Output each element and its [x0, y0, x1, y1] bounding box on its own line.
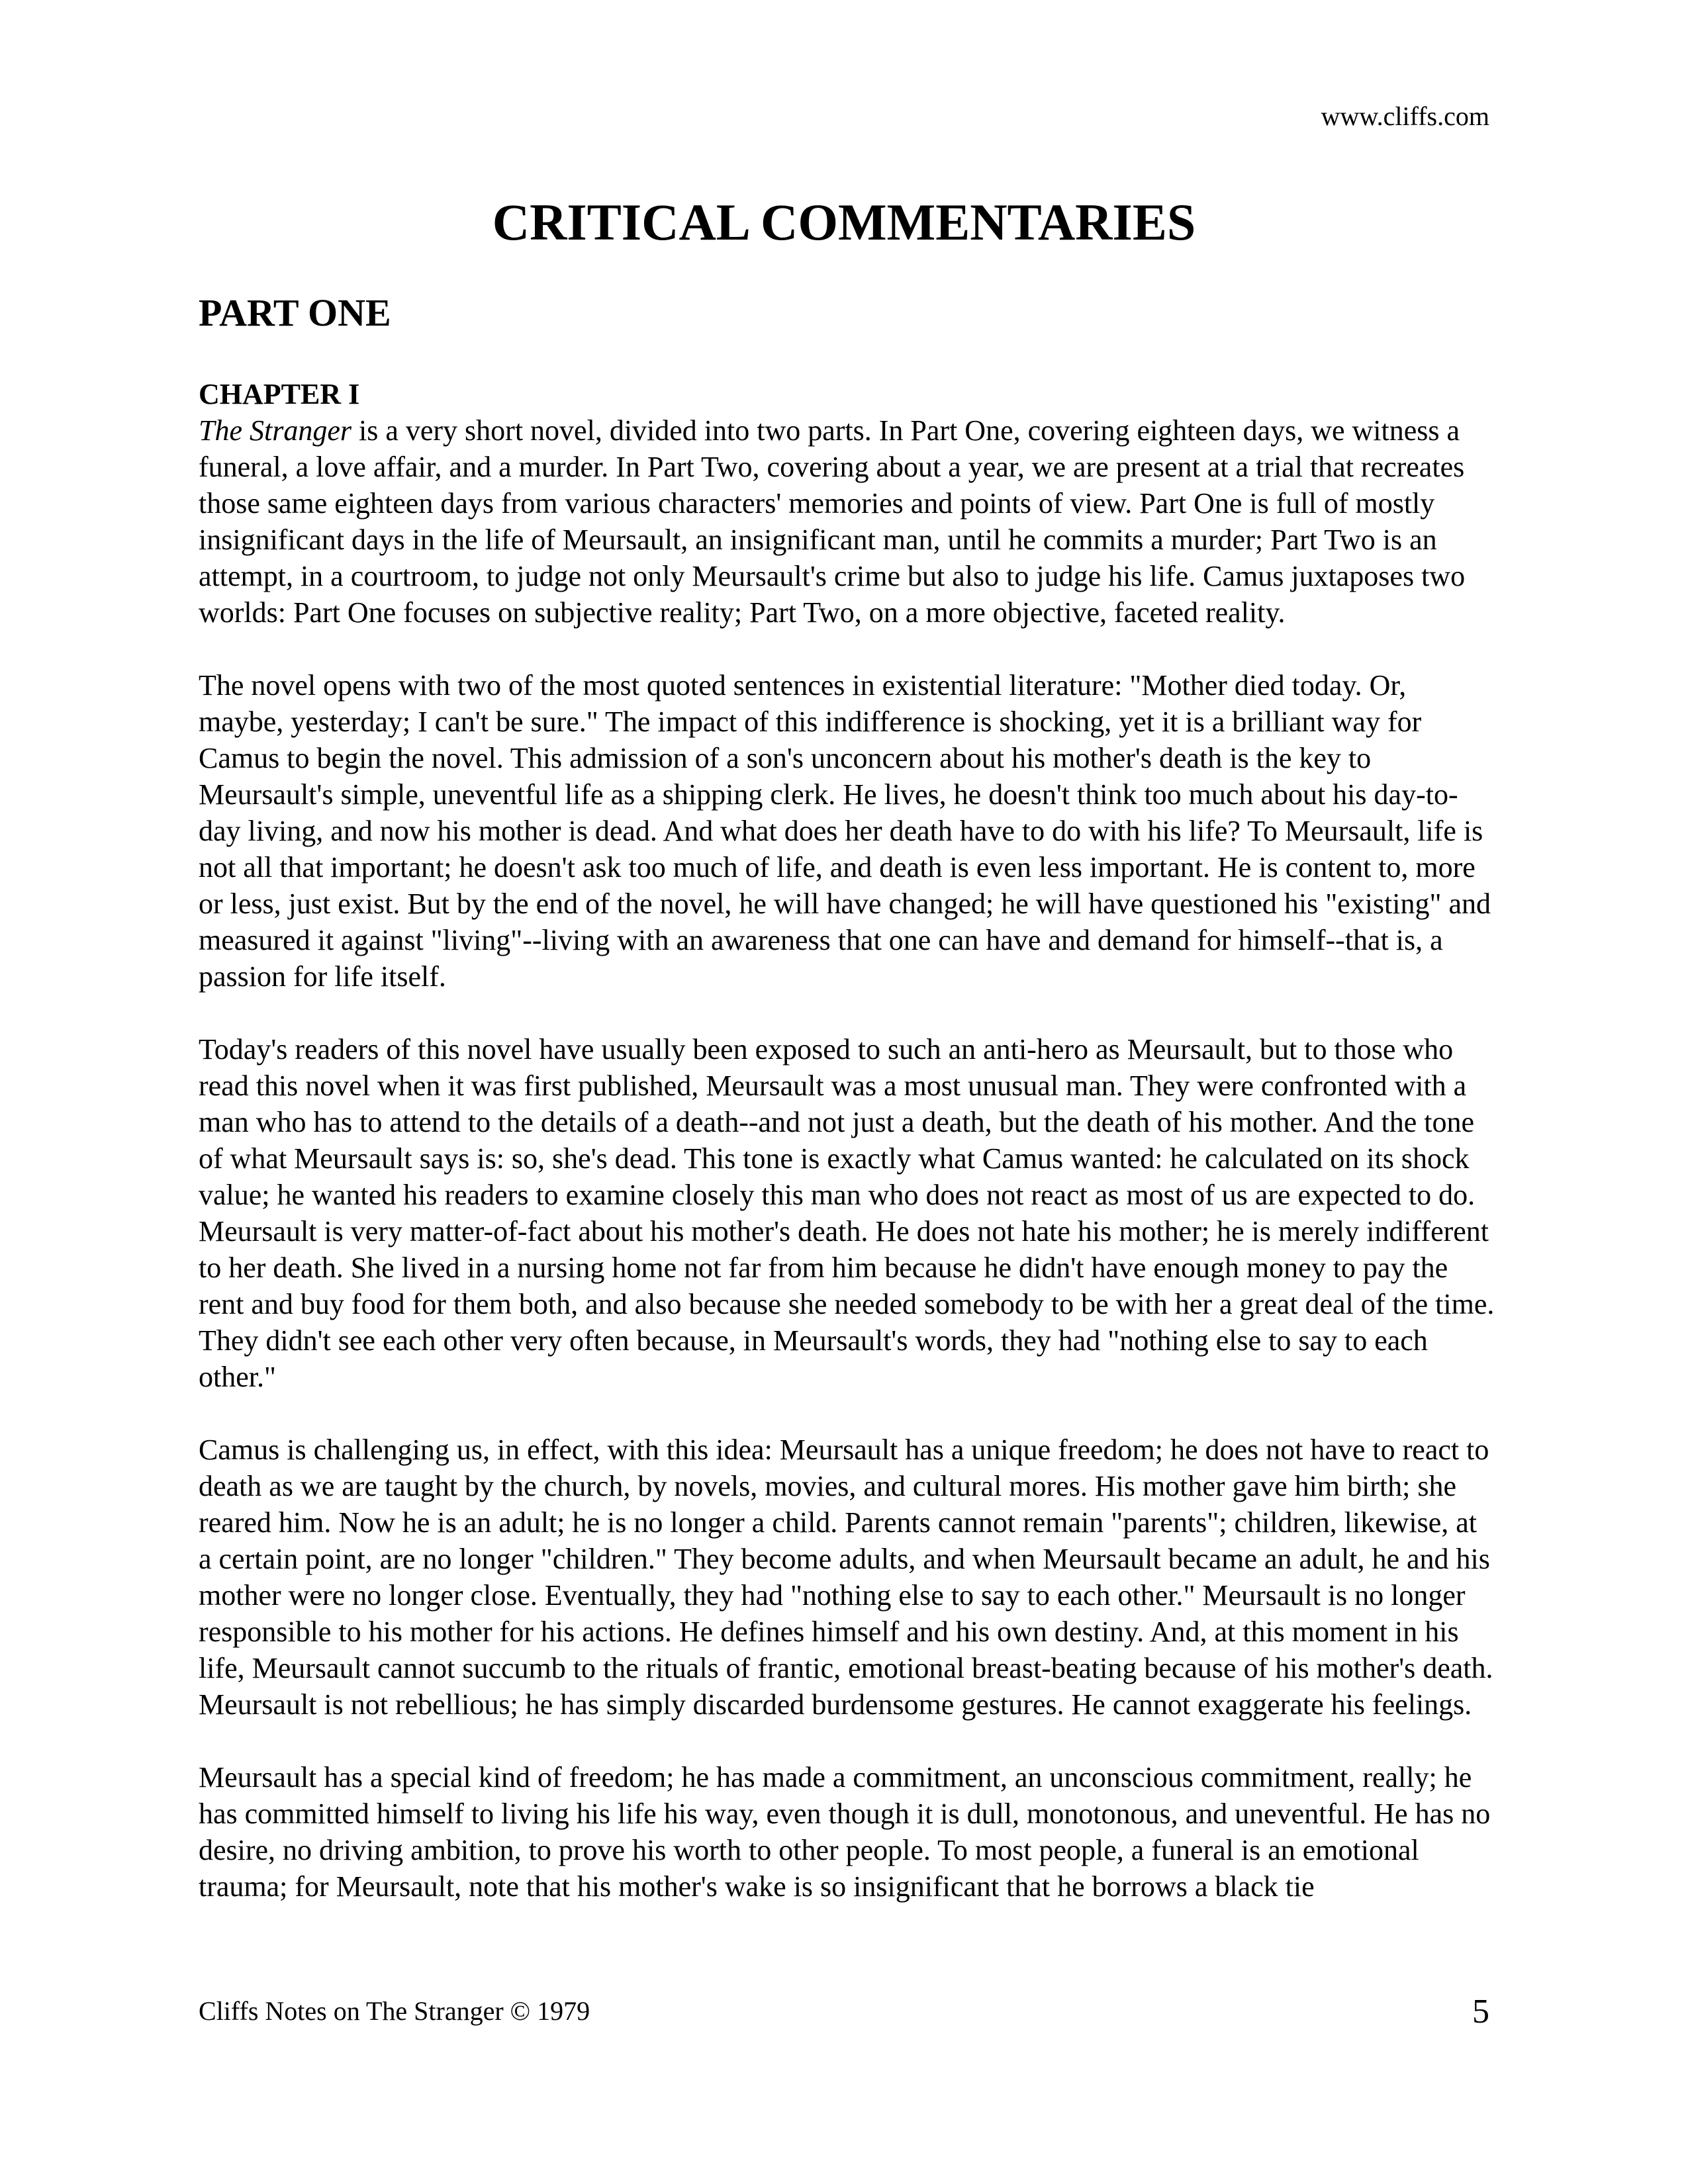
paragraph-2: The novel opens with two of the most quoted sentences in existential literature: "Mother died today. Or, maybe, yesterday; I can't be sure." The impact of this indifference is shocking, yet it is a brilliant way for Camus to begin the novel. This admission of a son's unconcern about his mother's death is the key to Meursault's simple, uneventful life as a shipping clerk. He lives, he doesn't think too much about his day-to-day living, and now his mother is dead. And what does her death have to do with his life? To Meursault, life is not all that important; he doesn't ask too much of life, and death is even less important. He is content to, more or less, just exist. But by the end of the novel, he will have changed; he will have questioned his "existing" and measured it against "living"--living with an awareness that one can have and demand for himself--that is, a passion for life itself.: [199, 669, 1491, 993]
page-title: CRITICAL COMMENTARIES: [492, 193, 1196, 251]
paragraph-1: [199, 412, 1496, 631]
footer-source: Cliffs Notes on The Stranger © 1979: [199, 1996, 590, 2026]
paragraph-1-text: is a very short novel, divided into two parts. In Part One, covering eighteen days, we witness a funeral, a love affair, and a murder. In Part Two, covering about a year, we are present at a trial that recreates those same eighteen days from various characters' memories and points of view. Part One is full of mostly insignificant days in the life of Meursault, an insignificant man, until he commits a murder; Part Two is an attempt, in a courtroom, to judge not only Meursault's crime but also to judge his life. Camus juxtaposes two worlds: Part One focuses on subjective reality; Part Two, on a more objective, faceted reality.: [199, 414, 1466, 629]
book-title-italic: The Stranger: [199, 414, 352, 447]
body-content: [199, 376, 1496, 1905]
paragraph-4: Camus is challenging us, in effect, with this idea: Meursault has a unique freedom; he does not have to react to death as we are taught by the church, by novels, movies, and cultural mores. His mother gave him birth; she reared him. Now he is an adult; he is no longer a child. Parents cannot remain "parents"; children, likewise, at a certain point, are no longer "children." They become adults, and when Meursault became an adult, he and his mother were no longer close. Eventually, they had "nothing else to say to each other." Meursault is no longer responsible to his mother for his actions. He defines himself and his own destiny. And, at this moment in his life, Meursault cannot succumb to the rituals of frantic, emotional breast-beating because of his mother's death. Meursault is not rebellious; he has simply discarded burdensome gestures. He cannot exaggerate his feelings.: [199, 1433, 1493, 1721]
chapter-heading: CHAPTER I: [199, 378, 360, 410]
paragraph-3: Today's readers of this novel have usually been exposed to such an anti-hero as Meursault, but to those who read this novel when it was first published, Meursault was a most unusual man. They were confronted with a man who has to attend to the details of a death--and not just a death, but the death of his mother. And the tone of what Meursault says is: so, she's dead. This tone is exactly what Camus wanted: he calculated on its shock value; he wanted his readers to examine closely this man who does not react as most of us are expected to do. Meursault is very matter-of-fact about his mother's death. He does not hate his mother; he is merely indifferent to her death. She lived in a nursing home not far from him because he didn't have enough money to pay the rent and buy food for them both, and also because she needed somebody to be with her a great deal of the time. They didn't see each other very often because, in Meursault's words, they had "nothing else to say to each other.": [199, 1033, 1495, 1393]
part-heading: PART ONE: [199, 291, 391, 334]
paragraph-5: Meursault has a special kind of freedom; he has made a commitment, an unconscious commitment, really; he has committed himself to living his life his way, even though it is dull, monotonous, and uneventful. He has no desire, no driving ambition, to prove his worth to other people. To most people, a funeral is an emotional trauma; for Meursault, note that his mother's wake is so insignificant that he borrows a black tie: [199, 1761, 1491, 1903]
header-url: www.cliffs.com: [1321, 101, 1489, 131]
page-number: 5: [1472, 1993, 1489, 2030]
